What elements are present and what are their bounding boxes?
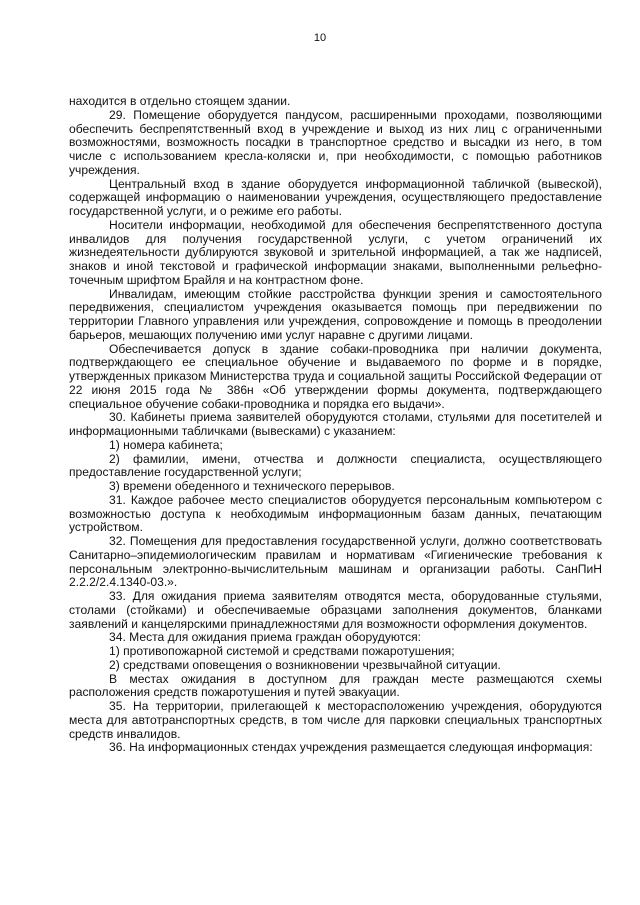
paragraph-34: 34. Места для ожидания приема граждан оборудуются: [109, 630, 422, 645]
paragraph-32: 32. Помещения для предоставления государственной услуги, должно соответствовать Санитарно–эпидемиологическим правилам и нормативам «Гигиенические требования к персональным электронно-вычислительным машинам и организации работы. СанПиН 2.2.2/2.4.1340-03.». [69, 534, 602, 590]
paragraph-information-carriers: Носители информации, необходимой для обеспечения беспрепятственного доступа инвалидов для получения государственной услуги, с учетом ограничений их жизнедеятельности дублируются звуковой и зрительной информацией, а так же надписей, знаков и иной текстовой и графической информации знаками, выполненными рельефно-точечным шрифтом Брайля и на контрастном фоне. [69, 217, 602, 287]
list-item-specialist-name: 2) фамилии, имени, отчества и должности специалиста, осуществляющего предоставление государственной услуги; [69, 451, 602, 480]
paragraph-33: 33. Для ожидания приема заявителям отводятся места, оборудованные стульями, столами (стойками) и обеспечиваемые образцами заполнения документов, бланками заявлений и канцелярскими принадлежностями для возможности оформления документов. [69, 589, 602, 631]
list-item-break-time: 3) времени обеденного и технического перерывов. [109, 479, 395, 493]
paragraph-30: 30. Кабинеты приема заявителей оборудуются столами, стульями для посетителей и информационными табличками (вывесками) с указанием: [69, 410, 602, 438]
page-number: 10 [313, 32, 327, 44]
paragraph-36: 36. На информационных стендах учреждения размещается следующая информация: [109, 740, 593, 755]
paragraph-35: 35. На территории, прилегающей к месторасположению учреждения, оборудуются места для автотранспортных средств, в том числе для парковки специальных транспортных средств инвалидов. [69, 699, 602, 741]
paragraph-guide-dog: Обеспечивается допуск в здание собаки-проводника при наличии документа, подтверждающего ее специальное обучение и выдаваемого по форме и в порядке, утвержденных приказом Министерства труда и социальной защиты Российской Федерации от 22 июня 2015 года № 386н «Об утверждении формы документа, подтверждающего специальное обучение собаки-проводника и порядка его выдачи». [69, 341, 602, 411]
paragraph-continuation: находится в отдельно стоящем здании. [69, 94, 291, 108]
list-item-fire-system: 1) противопожарной системой и средствами пожаротушения; [109, 644, 455, 658]
document-body [69, 95, 602, 755]
paragraph-evacuation-schemes: В местах ожидания в доступном для граждан месте размещаются схемы расположения средств пожаротушения и путей эвакуации. [69, 671, 602, 700]
paragraph-disabled-assistance: Инвалидам, имеющим стойкие расстройства функции зрения и самостоятельного передвижения, специалистом учреждения оказывается помощь при передвижении по территории Главного управления или учреждения, сопровождение и помощь в преодолении барьеров, мешающих получению ими услуг наравне с другими лицами. [69, 286, 602, 342]
paragraph-central-entrance: Центральный вход в здание оборудуется информационной табличкой (вывеской), содержащей информацию о наименовании учреждения, осуществляющего предоставление государственной услуги, и о режиме его работы. [69, 176, 602, 218]
paragraph-31: 31. Каждое рабочее место специалистов оборудуется персональным компьютером с возможностью доступа к необходимым информационным базам данных, печатающим устройством. [69, 492, 602, 535]
paragraph-29: 29. Помещение оборудуется пандусом, расширенными проходами, позволяющими обеспечить беспрепятственный вход в учреждение и выход из них лиц с ограниченными возможностями, возможность посадки в транспортное средство и высадки из него, в том числе с использованием кресла-коляски и, при необходимости, с помощью работников учреждения. [69, 107, 602, 177]
list-item-emergency-alert: 2) средствами оповещения о возникновении чрезвычайной ситуации. [109, 657, 501, 672]
list-item-room-number: 1) номера кабинета; [109, 437, 223, 452]
